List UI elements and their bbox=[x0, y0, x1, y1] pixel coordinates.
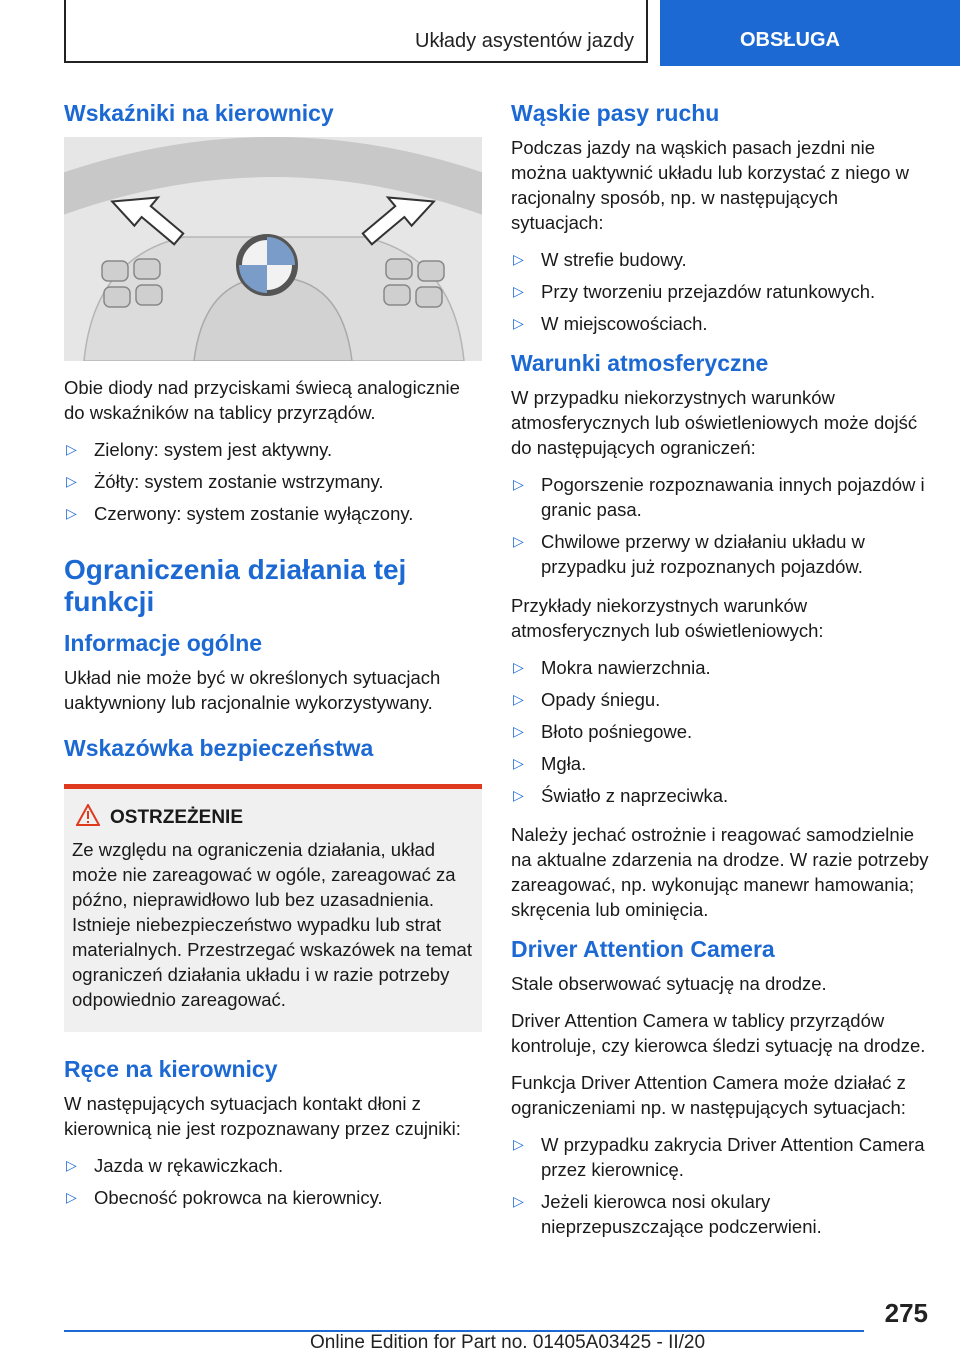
list-item: ▷ Błoto pośniegowe. bbox=[513, 721, 693, 742]
bullet-icon: ▷ bbox=[513, 1136, 524, 1152]
bullet-icon: ▷ bbox=[513, 283, 524, 299]
footer-edition: Online Edition for Part no. 01405A03425 - II/20 bbox=[310, 1332, 706, 1353]
bullet-icon: ▷ bbox=[66, 441, 77, 457]
bullet-icon: ▷ bbox=[66, 473, 77, 489]
narrow-text: Podczas jazdy na wąskich pasach jezdni nie można uaktywnić układu lub korzystać z niego w racjonalny sposób, np. w następujących sytuacjach: bbox=[511, 137, 909, 233]
bullet-icon: ▷ bbox=[513, 533, 524, 549]
general-text: Układ nie może być w określonych sytuacjach uaktywniony lub racjonalnie wykorzystywany. bbox=[64, 667, 441, 713]
bullet-icon: ▷ bbox=[66, 1157, 77, 1173]
bullet-icon: ▷ bbox=[513, 476, 524, 492]
list-item: ▷ Czerwony: system zostanie wyłączony. bbox=[66, 503, 414, 524]
left-column bbox=[64, 100, 482, 1224]
warning-title: OSTRZEŻENIE bbox=[110, 807, 472, 829]
warning-text: Ze względu na ograniczenia działania, układ może nie zareagować w ogóle, zareagować za późno, nieprawidłowo lub bez uzasadnienia. Istnieje niebezpieczeństwo wypadku lub strat materialnych. Przestrzegać wskazówek na temat ograniczeń działania układu i w razie potrzeby odpowiednio zareagować. bbox=[72, 839, 472, 1010]
list-item: ▷ Przy tworzeniu przejazdów ratunkowych. bbox=[513, 281, 876, 302]
camera-list bbox=[511, 1132, 929, 1239]
heading-safety: Wskazówka bezpieczeństwa bbox=[64, 735, 374, 761]
examples-list bbox=[511, 655, 929, 808]
camera-text-3: Funkcja Driver Attention Camera może działać z ograniczeniami np. w następujących sytuacjach: bbox=[511, 1072, 906, 1118]
list-item: ▷ Żółty: system zostanie wstrzymany. bbox=[66, 471, 384, 492]
camera-text-2: Driver Attention Camera w tablicy przyrządów kontroluje, czy kierowca śledzi sytuację na drodze. bbox=[511, 1010, 926, 1056]
drive-text: Należy jechać ostrożnie i reagować samodzielnie na aktualne zdarzenia na drodze. W razie potrzeby zareagować, np. wykonując manewr hamowania; skręcenia lub ominięcia. bbox=[511, 824, 929, 920]
warning-box bbox=[64, 784, 482, 1032]
list-item: ▷ Opady śniegu. bbox=[513, 689, 661, 710]
list-item: ▷ W przypadku zakrycia Driver Attention Camera przez kierownicę. bbox=[513, 1134, 925, 1180]
bullet-icon: ▷ bbox=[513, 1193, 524, 1209]
hands-list bbox=[64, 1153, 482, 1210]
bullet-icon: ▷ bbox=[66, 1189, 77, 1205]
list-item: ▷ Pogorszenie rozpoznawania innych pojazdów i granic pasa. bbox=[513, 474, 925, 520]
header-section-title: Układy asystentów jazdy bbox=[415, 30, 634, 52]
list-item: ▷ Mgła. bbox=[513, 753, 587, 774]
bullet-icon: ▷ bbox=[513, 315, 524, 331]
bullet-icon: ▷ bbox=[513, 723, 524, 739]
leds-description: Obie diody nad przyciskami świecą analogicznie do wskaźników na tablicy przyrządów. bbox=[64, 377, 460, 423]
heading-camera: Driver Attention Camera bbox=[511, 936, 775, 962]
heading-indicators: Wskaźniki na kierownicy bbox=[64, 100, 334, 126]
header-tab: OBSŁUGA bbox=[660, 0, 960, 66]
narrow-list bbox=[511, 247, 929, 336]
bullet-icon: ▷ bbox=[513, 755, 524, 771]
list-item: ▷ Światło z naprzeciwka. bbox=[513, 785, 729, 806]
page-number: 275 bbox=[884, 1298, 928, 1328]
hands-text: W następujących sytuacjach kontakt dłoni z kierownicą nie jest rozpoznawany przez czujniki: bbox=[64, 1093, 461, 1139]
heading-limits: Ograniczenia działania tej funkcji bbox=[64, 554, 407, 617]
right-column bbox=[511, 100, 929, 1253]
bullet-icon: ▷ bbox=[513, 659, 524, 675]
list-item: ▷ Chwilowe przerwy w działaniu układu w przypadku już rozpoznanych pojazdów. bbox=[513, 531, 865, 577]
heading-weather: Warunki atmosferyczne bbox=[511, 350, 769, 376]
led-list bbox=[64, 437, 482, 526]
list-item: ▷ Zielony: system jest aktywny. bbox=[66, 439, 333, 460]
list-item: ▷ Obecność pokrowca na kierownicy. bbox=[66, 1187, 383, 1208]
page-header bbox=[0, 0, 960, 66]
list-item: ▷ W strefie budowy. bbox=[513, 249, 687, 270]
weather-text: W przypadku niekorzystnych warunków atmosferycznych lub oświetleniowych może dojść do następujących ograniczeń: bbox=[511, 387, 918, 458]
weather-list bbox=[511, 472, 929, 579]
heading-general: Informacje ogólne bbox=[64, 630, 263, 656]
list-item: ▷ W miejscowościach. bbox=[513, 313, 708, 334]
steering-wheel-illustration bbox=[64, 137, 482, 361]
list-item: ▷ Jazda w rękawiczkach. bbox=[66, 1155, 284, 1176]
bullet-icon: ▷ bbox=[513, 691, 524, 707]
heading-hands: Ręce na kierownicy bbox=[64, 1056, 278, 1082]
bullet-icon: ▷ bbox=[513, 787, 524, 803]
warning-triangle-icon bbox=[76, 804, 100, 826]
list-item: ▷ Mokra nawierzchnia. bbox=[513, 657, 711, 678]
list-item: ▷ Jeżeli kierowca nosi okulary nieprzepuszczające podczerwieni. bbox=[513, 1191, 822, 1237]
camera-text-1: Stale obserwować sytuację na drodze. bbox=[511, 973, 827, 994]
bullet-icon: ▷ bbox=[66, 505, 77, 521]
steering-wheel-image bbox=[64, 137, 482, 361]
heading-narrow: Wąskie pasy ruchu bbox=[511, 100, 720, 126]
examples-text: Przykłady niekorzystnych warunków atmosferycznych lub oświetleniowych: bbox=[511, 595, 824, 641]
bullet-icon: ▷ bbox=[513, 251, 524, 267]
